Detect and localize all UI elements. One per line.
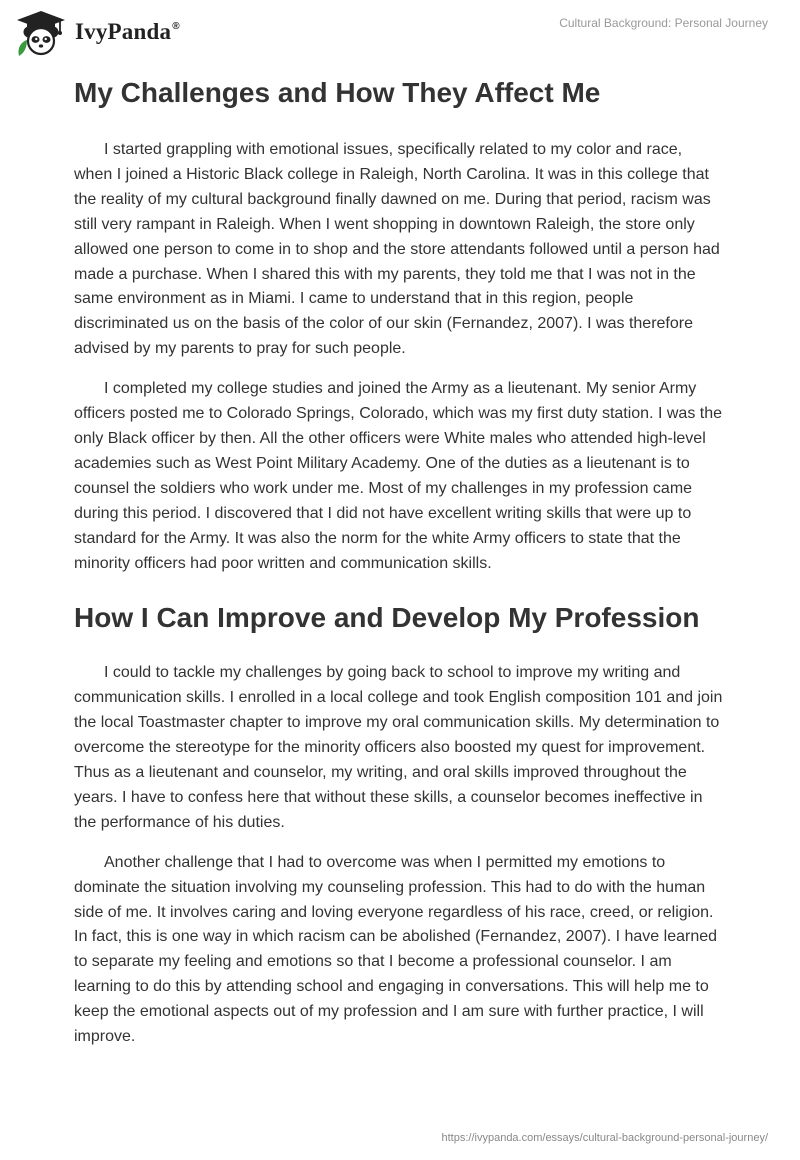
section-heading-challenges: My Challenges and How They Affect Me bbox=[74, 77, 601, 108]
essay-content bbox=[74, 70, 724, 1065]
paragraph: I started grappling with emotional issues, specifically related to my color and race, when I joined a Historic Black college in Raleigh, North Carolina. It was in this college that the reality of my cultural background finally dawned on me. During that period, racism was still very rampant in Raleigh. When I went shopping in downtown Raleigh, the store only allowed one person to come in to shop and the store attendants followed until a person had made a purchase. When I shared this with my parents, they told me that I was not in the same environment as in Miami. I came to understand that in this region, people discriminated us on the basis of the color of our skin (Fernandez, 2007). I was therefore advised by my parents to pray for such people. bbox=[74, 141, 720, 358]
paragraph: I completed my college studies and joined the Army as a lieutenant. My senior Army officers posted me to Colorado Springs, Colorado, which was my first duty station. I was the only Black officer by then. All the other officers were White males who attended high-level academies such as West Point Military Academy. One of the duties as a lieutenant is to counsel the soldiers who work under me. Most of my challenges in my profession came during this period. I discovered that I did not have excellent writing skills that were up to standard for the Army. It was also the norm for the white Army officers to state that the minority officers had poor written and communication skills. bbox=[74, 380, 722, 572]
document-title: Cultural Background: Personal Journey bbox=[559, 16, 768, 30]
section-heading-improve: How I Can Improve and Develop My Profession bbox=[74, 602, 700, 634]
paragraph: I could to tackle my challenges by going back to school to improve my writing and communication skills. I enrolled in a local college and took English composition 101 and join the local Toastmaster chapter to improve my oral communication skills. My determination to overcome the stereotype for the minority officers also boosted my quest for improvement. Thus as a lieutenant and counselor, my writing, and oral skills improved throughout the years. I have to confess here that without these skills, a counselor becomes ineffective in the performance of his duties. bbox=[74, 664, 723, 831]
brand-name: IvyPanda® bbox=[75, 19, 180, 44]
source-url-link[interactable]: https://ivypanda.com/essays/cultural-background-personal-journey/ bbox=[441, 1132, 768, 1144]
page-header bbox=[0, 0, 800, 62]
panda-logo-icon bbox=[13, 8, 67, 56]
brand-logo[interactable] bbox=[13, 8, 180, 56]
paragraph: Another challenge that I had to overcome was when I permitted my emotions to dominate the situation involving my counseling profession. This had to do with the human side of me. It involves caring and loving everyone regardless of his race, creed, or religion. In fact, this is one way in which racism can be abolished (Fernandez, 2007). I have learned to separate my feeling and emotions so that I become a professional counselor. I am learning to do this by attending school and engaging in conversations. This will help me to keep the emotional aspects out of my profession and I am sure with further practice, I will improve. bbox=[74, 853, 718, 1046]
registered-mark: ® bbox=[172, 21, 180, 32]
